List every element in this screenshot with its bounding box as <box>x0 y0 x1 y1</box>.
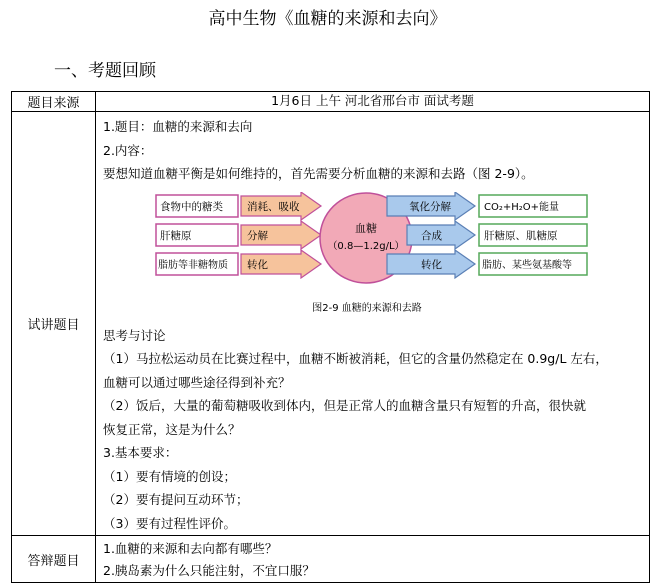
requirements-heading: 3.基本要求： <box>103 445 178 460</box>
section-heading: 一、考题回顾 <box>54 61 156 81</box>
sink-box-label-3: 脂肪、某些氨基酸等 <box>482 259 572 271</box>
question-2-line-1: （2）饭后，大量的葡萄糖吸收到体内，但是正常人的血糖含量只有短暂的升高，很快就 <box>103 398 586 413</box>
requirement-3: （3）要有过程性评价。 <box>103 515 236 531</box>
sink-arrow-label-3: 转化 <box>421 258 442 271</box>
defense-content <box>96 536 650 583</box>
sink-box-label-2: 肝糖原、肌糖原 <box>484 229 558 242</box>
source-label: 题目来源 <box>12 92 96 112</box>
discussion-heading: 思考与讨论 <box>103 327 166 343</box>
sink-box-label-1: CO₂+H₂O+能量 <box>484 201 560 213</box>
sink-arrow-label-2: 合成 <box>421 229 442 242</box>
question-1-line-1: （1）马拉松运动员在比赛过程中，血糖不断被消耗，但它的含量仍然稳定在 0.9g/L 左右， <box>103 351 608 366</box>
exam-table <box>11 91 650 583</box>
content-heading: 2.内容： <box>103 142 153 158</box>
source-box-label-1: 食物中的糖类 <box>160 200 223 213</box>
figure-caption: 图2-9 血糖的来源和去路 <box>312 302 422 314</box>
sink-arrow-label-1: 氧化分解 <box>409 200 451 213</box>
lecture-label: 试讲题目 <box>12 112 96 536</box>
center-range: （0.8—1.2g/L） <box>327 240 405 252</box>
source-arrow-label-2: 分解 <box>247 229 268 242</box>
source-box-label-3: 脂肪等非糖物质 <box>158 259 228 271</box>
requirement-1: （1）要有情境的创设； <box>103 468 236 484</box>
source-arrow-label-3: 转化 <box>247 258 268 271</box>
center-label: 血糖 <box>355 221 377 235</box>
question-1-line-2: 血糖可以通过哪些途径得到补充？ <box>103 374 291 390</box>
topic-line: 1.题目：血糖的来源和去向 <box>103 119 253 134</box>
requirement-2: （2）要有提问互动环节； <box>103 492 249 507</box>
lecture-content <box>96 112 650 536</box>
defense-question-1: 1.血糖的来源和去向都有哪些？ <box>103 541 278 556</box>
source-box-label-2: 肝糖原 <box>160 229 192 242</box>
source-arrow-label-1: 消耗、吸收 <box>247 200 300 213</box>
source-value: 1月6日 上午 河北省邢台市 面试考题 <box>96 92 650 112</box>
glucose-flow-diagram <box>153 192 655 300</box>
page-title: 高中生物《血糖的来源和去向》 <box>208 9 447 29</box>
content-intro: 要想知道血糖平衡是如何维持的，首先需要分析血糖的来源和去路（图 2-9）。 <box>103 166 534 181</box>
defense-label: 答辩题目 <box>12 536 96 583</box>
defense-question-2: 2.胰岛素为什么只能注射，不宜口服？ <box>103 563 315 578</box>
question-2-line-2: 恢复正常，这是为什么？ <box>103 421 241 437</box>
